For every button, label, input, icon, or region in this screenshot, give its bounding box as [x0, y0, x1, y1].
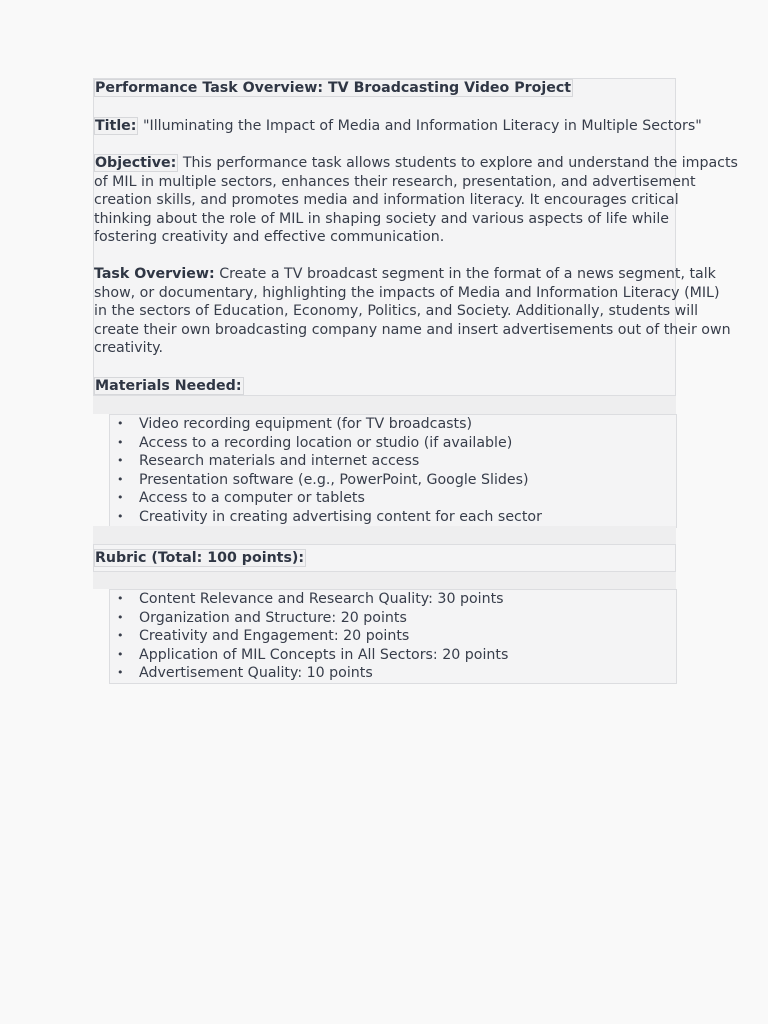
document: [93, 78, 738, 682]
list-item: • Creativity in creating advertising content for each sector: [117, 508, 542, 525]
list-item: • Research materials and internet access: [117, 453, 420, 470]
overview-section: [93, 78, 738, 396]
section-spacer: [93, 526, 676, 544]
objective-line: thinking about the role of MIL in shaping society and various aspects of life while: [94, 210, 670, 227]
list-item: • Advertisement Quality: 10 points: [117, 665, 373, 682]
bullet-icon: •: [117, 629, 124, 643]
bullet-icon: •: [117, 610, 124, 624]
title-text: "Illuminating the Impact of Media and Information Literacy in Multiple Sectors": [143, 118, 702, 134]
list-item: • Access to a computer or tablets: [117, 490, 365, 507]
list-item: • Content Relevance and Research Quality: 30 points: [117, 591, 504, 607]
task-overview-line: creativity.: [94, 340, 164, 357]
objective-paragraph: [94, 154, 738, 247]
list-item: • Application of MIL Concepts in All Sectors: 20 points: [117, 646, 509, 663]
bullet-icon: •: [117, 647, 124, 661]
objective-line: of MIL in multiple sectors, enhances their research, presentation, and advertisement: [94, 173, 696, 190]
bullet-icon: •: [117, 454, 124, 468]
task-overview-line: create their own broadcasting company name and insert advertisements out of their own: [94, 321, 731, 338]
list-item: • Access to a recording location or studio (if available): [117, 434, 513, 451]
section-spacer: [93, 396, 676, 414]
title-label: Title:: [95, 118, 137, 134]
bullet-icon: •: [117, 435, 124, 449]
list-item: • Creativity and Engagement: 20 points: [117, 628, 410, 645]
task-overview-paragraph: [94, 265, 731, 358]
list-item: • Organization and Structure: 20 points: [117, 609, 407, 626]
task-overview-line: show, or documentary, highlighting the impacts of Media and Information Literacy (MIL): [94, 284, 720, 301]
bullet-icon: •: [117, 491, 124, 505]
materials-heading: Materials Needed:: [95, 378, 242, 394]
objective-line: creation skills, and promotes media and information literacy. It encourages critical: [94, 192, 679, 209]
rubric-heading-row: [93, 544, 676, 572]
bullet-icon: •: [117, 472, 124, 486]
rubric-heading: Rubric (Total: 100 points):: [95, 550, 305, 566]
bullet-icon: •: [117, 417, 124, 430]
bullet-icon: •: [117, 509, 124, 523]
section-spacer: [93, 572, 676, 589]
title-line: [94, 117, 702, 136]
task-overview-line: Task Overview: Create a TV broadcast segment in the format of a news segment, talk: [94, 266, 716, 282]
objective-line: fostering creativity and effective communication.: [94, 229, 445, 246]
page-title: Performance Task Overview: TV Broadcasting Video Project: [95, 80, 572, 96]
objective-label: Objective:: [95, 155, 177, 171]
objective-line: Objective: This performance task allows students to explore and understand the impacts: [95, 155, 738, 171]
list-item: • Presentation software (e.g., PowerPoint, Google Slides): [117, 471, 529, 488]
task-overview-label: Task Overview:: [94, 266, 215, 282]
task-overview-line: in the sectors of Education, Economy, Politics, and Society. Additionally, students will: [94, 303, 699, 320]
bullet-icon: •: [117, 666, 124, 680]
list-item: • Video recording equipment (for TV broadcasts): [117, 416, 473, 432]
materials-list: [109, 414, 677, 528]
bullet-icon: •: [117, 592, 124, 605]
rubric-list: [109, 589, 677, 684]
